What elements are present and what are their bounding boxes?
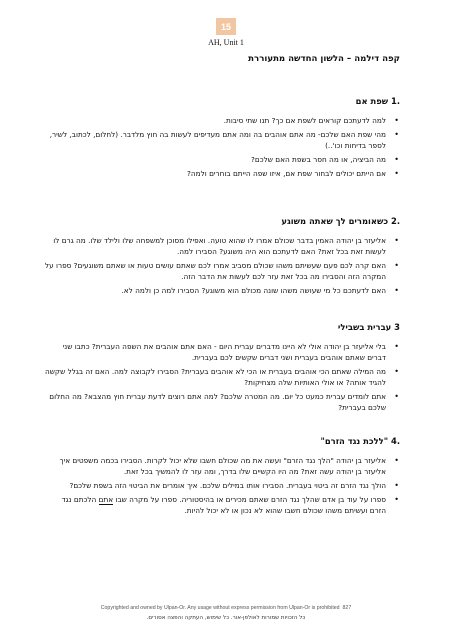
question-item: • האם קרה לכם פעם שעשיתם משהו שכולם מסביב אמרו לכם שאתם עושים טעות או שאתם משוגעים? ספרו על המקרה הזה והסבירו מה בכל זאת עזר לכם לעשות את הדבר הזה. [44,260,386,282]
unit-label: AH, Unit 1 [208,38,244,47]
question-item: • האם לדעתכם כל מי שעושה משהו שונה מכולם הוא משוגע? הסבירו למה כן ולמה לא. [44,285,386,296]
section-heading: .1 שפת אם [355,96,400,106]
section-heading: .4 "ללכת נגד הזרם" [320,436,400,446]
section-mother-tongue [44,96,400,179]
section-heading: .2 כשאומרים לך שאתה משוגע [281,216,400,226]
emphasized-word: אתם [98,495,114,504]
question-item: • למה לדעתכם קוראים לשפת אם כך? תנו שתי סיבות. [44,115,386,126]
question-list [44,235,400,296]
question-item: • מה המילה שאתם הכי אוהבים בעברית או הכי לא אוהבים בעברית? הסבירו לקבוצה למה. האם זה בגלל שקשה להגיד אותה? או אולי האותיות שלה מצחיקות? [44,366,386,388]
question-item: • בלי אליעזר בן יהודה אולי לא היינו מדברים עברית היום - האם אתם אוהבים את השפה העברית? כתבו שני דברים שאתם אוהבים בעברית ושני דברים שקשים לכם בעברית. [44,341,386,363]
page-reference: 827 [342,605,352,611]
question-item: • מה הביציה, או מה חסר בשפת האם שלכם? [44,154,386,165]
question-item: • אתם לומדים עברית כמעט כל יום. מה המטרה שלכם? למה אתם רוצים לדעת עברית חוץ מהצבא? מה החלום שלכם בעברית? [44,391,386,413]
question-list [44,115,400,179]
copyright-notice-hebrew: כל הזכויות שמורות לאולפן-אור. כל שימוש, העתקה והפצה אסורים. [146,615,306,621]
section-crazy [44,216,400,296]
section-against-the-current [44,436,400,516]
section-hebrew-for-me [44,322,400,413]
copyright-text: Copyrighted and owned by Ulpan-Or. Any usage without express permission from Ulpan-Or is prohibited [100,605,340,611]
question-list [44,455,400,516]
question-item: • ספרו על עוד בן אדם שהלך נגד הזרם שאתם מכירים או בהיסטוריה. ספרו על מקרה שבו אתם הלכתם נגד הזרם ועשיתם משהו שכולם חשבו שהוא לא נכון או לא יכול להיות. [44,494,386,516]
question-item: • הולך נגד הזרם זה ביטוי בעברית. הסבירו אותו במילים שלכם. איך אומרים את הביטוי הזה בשפת שלכם? [44,480,386,491]
question-list [44,341,400,413]
question-item: • מהי שפת האם שלכם- מה אתם אוהבים בה ומה אתם מעדיפים לעשות בה חוץ מלדבר. (לחלום, לכתוב, לשיר, לספר בדיחות וכו'..) [44,129,386,151]
page-number: 15 [220,21,231,32]
section-heading: 3 עברית בשבילי [337,322,400,332]
question-item: • אליעזר בן יהודה "הלך נגד הזרם" ועשה את מה שכולם חשבו שלא יכול לקרות. הסבירו בכמה משפטים איך אליעזר בן יהודה עשה זאת? מה היו הקשיים שלו בדרך, ומה עזר לו להמשיך בכל זאת. [44,455,386,477]
question-item: • אם הייתם יכולים לבחור שפת אם, איזו שפה הייתם בוחרים ולמה? [44,168,386,179]
copyright-notice [0,605,452,611]
document-title: קפה דילמה – הלשון החדשה מתעוררת [248,54,400,64]
question-item: • אליעזר בן יהודה האמין בדבר שכולם אמרו לו שהוא טועה. ואפילו מסוכן למשפחה שלו ולילד שלו. מה גרם לו לעשות זאת בכל זאת? האם לדעתכם הוא היה משוגע? הסבירו למה. [44,235,386,257]
page-number-badge [216,18,236,35]
